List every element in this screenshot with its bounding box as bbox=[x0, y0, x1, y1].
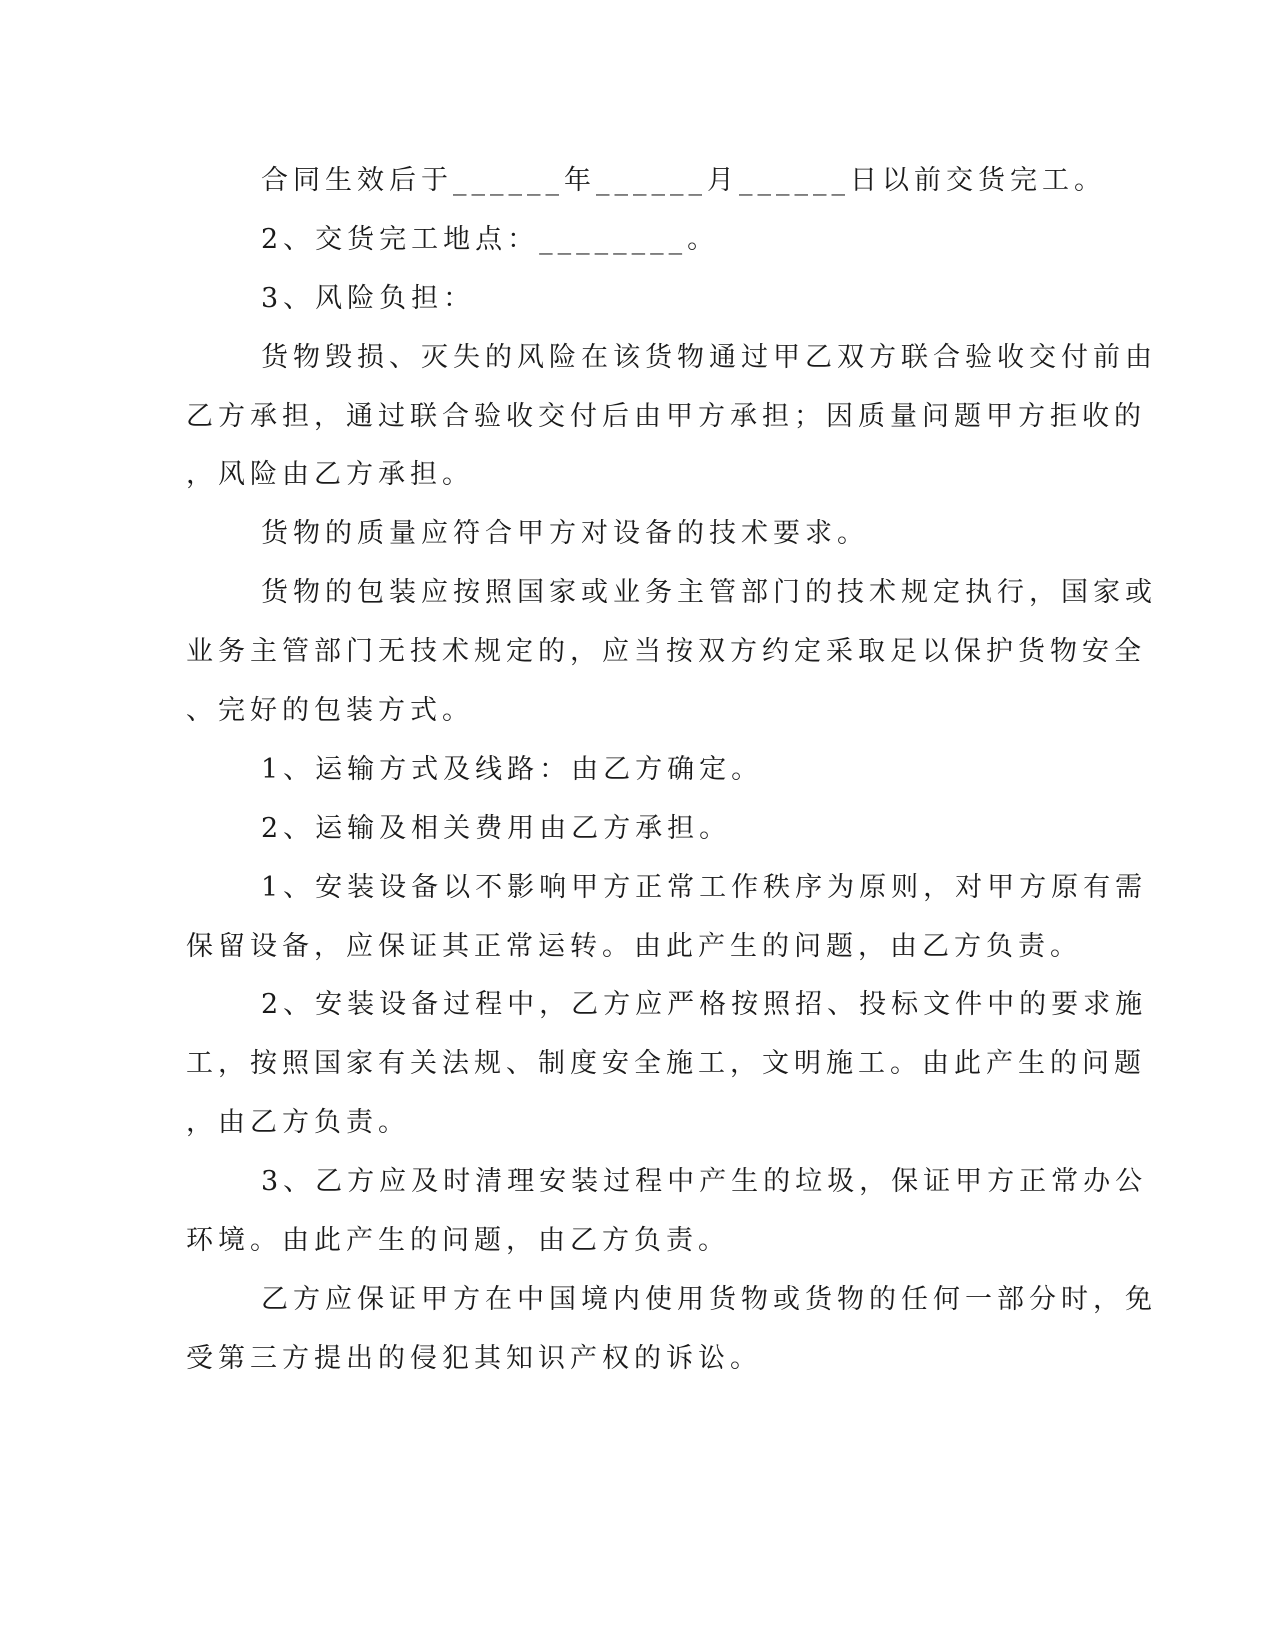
text-line: 2、交货完工地点：________。 bbox=[261, 224, 720, 255]
text-line: 2、运输及相关费用由乙方承担。 bbox=[261, 813, 732, 844]
text-line: 货物毁损、灭失的风险在该货物通过甲乙双方联合验收交付前由 bbox=[261, 342, 1157, 373]
text-line: ，由乙方负责。 bbox=[186, 1107, 410, 1138]
text-line: 1、运输方式及线路：由乙方确定。 bbox=[261, 754, 764, 785]
text-line: 工，按照国家有关法规、制度安全施工，文明施工。由此产生的问题 bbox=[186, 1048, 1146, 1079]
text-line: 业务主管部门无技术规定的，应当按双方约定采取足以保护货物安全 bbox=[186, 636, 1146, 667]
text-line: 3、乙方应及时清理安装过程中产生的垃圾，保证甲方正常办公 bbox=[261, 1166, 1148, 1197]
text-line: 保留设备，应保证其正常运转。由此产生的问题，由乙方负责。 bbox=[186, 931, 1082, 962]
text-line: ，风险由乙方承担。 bbox=[186, 459, 474, 490]
text-line: 货物的包装应按照国家或业务主管部门的技术规定执行，国家或 bbox=[261, 577, 1157, 608]
text-line: 、完好的包装方式。 bbox=[186, 695, 474, 726]
text-line: 乙方应保证甲方在中国境内使用货物或货物的任何一部分时，免 bbox=[261, 1284, 1157, 1315]
text-line: 货物的质量应符合甲方对设备的技术要求。 bbox=[261, 518, 869, 549]
text-line: 2、安装设备过程中，乙方应严格按照招、投标文件中的要求施 bbox=[261, 989, 1148, 1020]
text-line: 受第三方提出的侵犯其知识产权的诉讼。 bbox=[186, 1343, 762, 1374]
text-line: 环境。由此产生的问题，由乙方负责。 bbox=[186, 1225, 730, 1256]
text-line: 合同生效后于______年______月______日以前交货完工。 bbox=[261, 165, 1106, 196]
text-line: 乙方承担，通过联合验收交付后由甲方承担；因质量问题甲方拒收的 bbox=[186, 401, 1146, 432]
text-line: 1、安装设备以不影响甲方正常工作秩序为原则，对甲方原有需 bbox=[261, 872, 1148, 903]
text-line: 3、风险负担： bbox=[261, 283, 476, 314]
